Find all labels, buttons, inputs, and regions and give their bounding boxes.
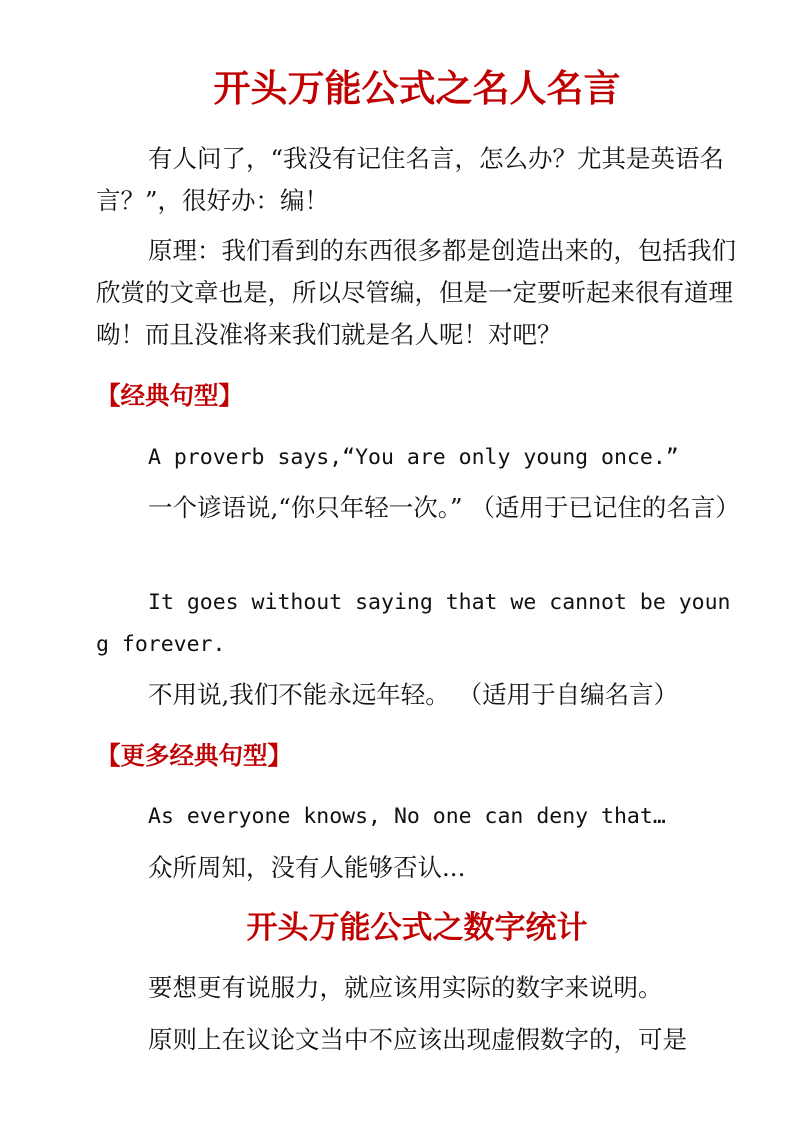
statistics-line-2: 原则上在议论文当中不应该出现虚假数字的，可是 <box>148 1025 687 1054</box>
example-2-english: It goes without saying that we cannot be young forever. <box>96 590 731 657</box>
example-2-chinese: 不用说,我们不能永远年轻。 （适用于自编名言） <box>148 680 679 709</box>
more-patterns-heading: 【更多经典句型】 <box>96 741 292 770</box>
intro-paragraph: 有人问了，“我没有记住名言，怎么办？尤其是英语名言？”，很好办：编！ <box>96 144 725 215</box>
section-title-number-statistics: 开头万能公式之数字统计 <box>246 910 588 946</box>
example-1-english: A proverb says,“You are only young once.” <box>148 445 679 470</box>
example-3-chinese: 众所周知，没有人能够否认... <box>148 853 466 882</box>
statistics-line-1: 要想更有说服力，就应该用实际的数字来说明。 <box>148 973 663 1002</box>
example-3-english: As everyone knows, No one can deny that… <box>148 804 666 829</box>
principle-paragraph: 原理：我们看到的东西很多都是创造出来的，包括我们欣赏的文章也是，所以尽管编，但是一定要听起来很有道理呦！而且没准将来我们就是名人呢！对吧？ <box>96 236 736 349</box>
section-title-famous-quotes: 开头万能公式之名人名言 <box>213 66 621 110</box>
example-1-chinese: 一个谚语说,“你只年轻一次。” （适用于已记住的名言） <box>148 493 740 522</box>
classic-patterns-heading: 【经典句型】 <box>96 381 243 410</box>
